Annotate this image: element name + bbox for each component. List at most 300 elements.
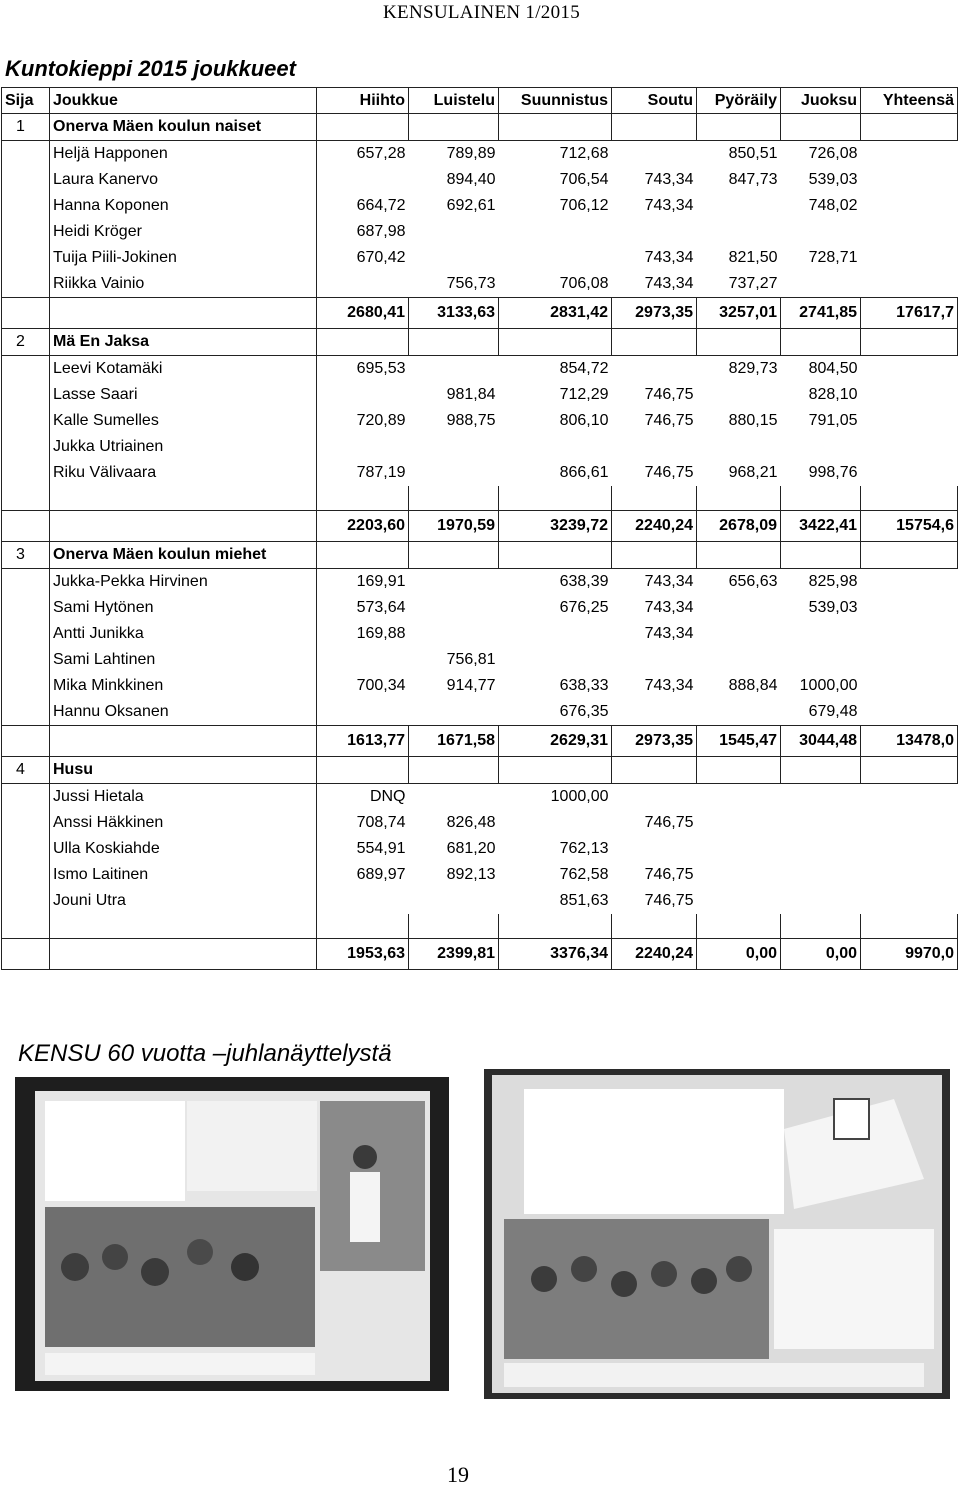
empty-cell — [317, 329, 409, 356]
member-score — [781, 647, 861, 673]
member-score — [612, 434, 697, 460]
member-score — [317, 382, 409, 408]
member-score: 746,75 — [644, 412, 694, 429]
member-name: Jukka Utriainen — [50, 434, 317, 460]
exhibition-photo-skiing — [15, 1077, 449, 1391]
total-label-spacer — [50, 298, 317, 329]
rank-spacer — [2, 699, 50, 726]
member-name: Antti Junikka — [50, 621, 317, 647]
member-row — [2, 245, 958, 271]
member-score — [317, 167, 409, 193]
empty-cell — [861, 408, 958, 434]
team-total-value: 1953,63 — [317, 939, 409, 970]
member-score: 539,03 — [808, 171, 858, 188]
member-score: 554,91 — [356, 840, 406, 857]
rank-spacer — [2, 434, 50, 460]
team-rank: 1 — [2, 114, 50, 141]
member-score: 828,10 — [808, 386, 858, 403]
empty-cell — [2, 486, 50, 511]
table-header-row — [2, 88, 958, 114]
team-total-value: 2680,41 — [317, 298, 409, 329]
team-row — [2, 329, 958, 356]
member-row — [2, 810, 958, 836]
member-score: 888,84 — [728, 677, 778, 694]
team-total-value: 3133,63 — [409, 298, 499, 329]
team-total-value: 2240,24 — [612, 939, 697, 970]
member-score — [409, 784, 499, 811]
member-score: 708,74 — [356, 814, 406, 831]
exhibition-title: KENSU 60 vuotta –juhlanäyttelystä — [18, 1040, 392, 1067]
member-row — [2, 167, 958, 193]
rank-spacer — [2, 141, 50, 168]
member-row — [2, 408, 958, 434]
member-score: 706,54 — [559, 171, 609, 188]
member-score — [781, 784, 861, 811]
member-row — [2, 595, 958, 621]
team-total-value: 2831,42 — [499, 298, 612, 329]
empty-cell — [861, 836, 958, 862]
member-score — [697, 647, 781, 673]
empty-cell — [612, 914, 697, 939]
team-total-value: 9970,0 — [861, 939, 958, 970]
member-score: 743,34 — [644, 599, 694, 616]
empty-cell — [409, 486, 499, 511]
empty-cell — [861, 434, 958, 460]
member-score: 746,75 — [644, 814, 694, 831]
member-score: 169,88 — [356, 625, 406, 642]
member-name: Sami Lahtinen — [50, 647, 317, 673]
col-header-luistelu: Luistelu — [409, 88, 499, 114]
team-total-value: 17617,7 — [861, 298, 958, 329]
team-name: Mä En Jaksa — [50, 329, 317, 356]
member-score: DNQ — [369, 788, 406, 805]
member-row — [2, 219, 958, 245]
member-score — [697, 862, 781, 888]
member-name: Heljä Happonen — [50, 141, 317, 168]
member-score: 712,68 — [559, 145, 609, 162]
rank-spacer — [2, 647, 50, 673]
empty-cell — [317, 914, 409, 939]
rank-spacer — [2, 219, 50, 245]
empty-cell — [409, 114, 499, 141]
empty-cell — [861, 193, 958, 219]
member-score: 743,34 — [644, 573, 694, 590]
member-score: 679,48 — [808, 703, 858, 720]
member-score: 847,73 — [728, 171, 778, 188]
member-score: 851,63 — [559, 892, 609, 909]
relay-poster-image — [484, 1069, 950, 1399]
member-name: Anssi Häkkinen — [50, 810, 317, 836]
member-score: 746,75 — [644, 386, 694, 403]
member-score: 743,34 — [644, 625, 694, 642]
team-total-value: 3257,01 — [697, 298, 781, 329]
member-score — [612, 356, 697, 383]
empty-cell — [861, 862, 958, 888]
rank-spacer — [2, 408, 50, 434]
member-row — [2, 888, 958, 914]
empty-cell — [861, 329, 958, 356]
team-total-value: 3044,48 — [781, 726, 861, 757]
member-score: 687,98 — [356, 223, 406, 240]
member-name: Riku Välivaara — [50, 460, 317, 486]
rank-spacer — [2, 167, 50, 193]
member-row — [2, 141, 958, 168]
team-total-value: 1613,77 — [317, 726, 409, 757]
member-row — [2, 569, 958, 596]
rank-spacer — [2, 673, 50, 699]
member-score — [499, 219, 612, 245]
empty-cell — [781, 542, 861, 569]
empty-cell — [697, 914, 781, 939]
member-score: 689,97 — [356, 866, 406, 883]
member-row — [2, 784, 958, 811]
team-total-value: 0,00 — [697, 939, 781, 970]
member-score: 756,81 — [446, 651, 496, 668]
member-score: 539,03 — [808, 599, 858, 616]
member-score — [499, 434, 612, 460]
member-score: 826,48 — [446, 814, 496, 831]
empty-cell — [781, 757, 861, 784]
team-total-value: 2973,35 — [612, 298, 697, 329]
member-score: 762,58 — [559, 866, 609, 883]
empty-cell — [781, 486, 861, 511]
empty-cell — [612, 329, 697, 356]
rank-spacer — [2, 939, 50, 970]
empty-cell — [499, 542, 612, 569]
member-score: 726,08 — [808, 145, 858, 162]
rank-spacer — [2, 836, 50, 862]
member-score — [697, 836, 781, 862]
member-score: 829,73 — [728, 360, 778, 377]
publication-header: KENSULAINEN 1/2015 — [383, 2, 580, 23]
empty-cell — [861, 699, 958, 726]
total-label-spacer — [50, 511, 317, 542]
team-total-value: 2240,24 — [612, 511, 697, 542]
member-name: Hannu Oksanen — [50, 699, 317, 726]
col-header-soutu: Soutu — [612, 88, 697, 114]
member-score — [317, 647, 409, 673]
member-score — [697, 595, 781, 621]
member-score — [781, 862, 861, 888]
col-header-pyoraily: Pyöräily — [697, 88, 781, 114]
member-score: 791,05 — [808, 412, 858, 429]
member-score — [499, 647, 612, 673]
rank-spacer — [2, 726, 50, 757]
member-score: 743,34 — [644, 197, 694, 214]
rank-spacer — [2, 810, 50, 836]
member-score: 706,08 — [559, 275, 609, 292]
team-total-value: 3376,34 — [499, 939, 612, 970]
member-row — [2, 699, 958, 726]
member-score — [697, 193, 781, 219]
empty-cell — [861, 757, 958, 784]
member-score — [781, 836, 861, 862]
team-total-value: 15754,6 — [861, 511, 958, 542]
empty-cell — [697, 542, 781, 569]
member-score — [781, 810, 861, 836]
member-score: 762,13 — [559, 840, 609, 857]
member-score — [697, 888, 781, 914]
member-score — [317, 699, 409, 726]
member-name: Kalle Sumelles — [50, 408, 317, 434]
member-name: Riikka Vainio — [50, 271, 317, 298]
member-score: 789,89 — [446, 145, 496, 162]
page-number: 19 — [447, 1462, 469, 1487]
team-row — [2, 757, 958, 784]
member-score: 676,35 — [559, 703, 609, 720]
member-name: Leevi Kotamäki — [50, 356, 317, 383]
member-row — [2, 356, 958, 383]
member-score: 981,84 — [446, 386, 496, 403]
member-name: Laura Kanervo — [50, 167, 317, 193]
member-score — [317, 271, 409, 298]
member-score — [409, 888, 499, 914]
team-rank: 2 — [2, 329, 50, 356]
member-score: 712,29 — [559, 386, 609, 403]
col-header-joukkue: Joukkue — [50, 88, 317, 114]
member-score: 748,02 — [808, 197, 858, 214]
empty-cell — [781, 914, 861, 939]
empty-cell — [861, 245, 958, 271]
team-total-value: 1970,59 — [409, 511, 499, 542]
member-score: 664,72 — [356, 197, 406, 214]
member-score: 743,34 — [644, 249, 694, 266]
member-score: 880,15 — [728, 412, 778, 429]
member-score — [317, 434, 409, 460]
team-total-value: 3422,41 — [781, 511, 861, 542]
member-score — [781, 434, 861, 460]
member-score — [697, 621, 781, 647]
member-score: 998,76 — [808, 464, 858, 481]
member-score: 756,73 — [446, 275, 496, 292]
rank-spacer — [2, 356, 50, 383]
member-score — [317, 888, 409, 914]
team-total-value: 13478,0 — [861, 726, 958, 757]
empty-cell — [781, 329, 861, 356]
empty-cell — [409, 329, 499, 356]
col-header-juoksu: Juoksu — [781, 88, 861, 114]
empty-cell — [697, 114, 781, 141]
member-row — [2, 460, 958, 486]
member-row — [2, 382, 958, 408]
empty-cell — [861, 141, 958, 168]
exhibition-photo-relay — [484, 1069, 950, 1399]
member-score: 743,34 — [644, 677, 694, 694]
skiing-poster-image — [15, 1077, 449, 1391]
team-rank: 4 — [2, 757, 50, 784]
member-name: Tuija Piili-Jokinen — [50, 245, 317, 271]
member-score: 988,75 — [446, 412, 496, 429]
team-row — [2, 114, 958, 141]
member-score: 850,51 — [728, 145, 778, 162]
member-score: 720,89 — [356, 412, 406, 429]
member-score: 700,34 — [356, 677, 406, 694]
member-score: 692,61 — [446, 197, 496, 214]
member-score — [781, 621, 861, 647]
total-label-spacer — [50, 726, 317, 757]
member-score — [612, 219, 697, 245]
empty-cell — [612, 757, 697, 784]
member-score — [409, 219, 499, 245]
member-score: 657,28 — [356, 145, 406, 162]
rank-spacer — [2, 569, 50, 596]
empty-cell — [697, 757, 781, 784]
member-score — [409, 245, 499, 271]
team-total-value: 2203,60 — [317, 511, 409, 542]
member-score — [499, 810, 612, 836]
empty-cell — [861, 595, 958, 621]
member-score: 681,20 — [446, 840, 496, 857]
member-score — [409, 356, 499, 383]
member-name: Jussi Hietala — [50, 784, 317, 811]
empty-cell — [697, 329, 781, 356]
member-score — [499, 621, 612, 647]
member-name: Ulla Koskiahde — [50, 836, 317, 862]
empty-cell — [861, 219, 958, 245]
empty-cell — [861, 114, 958, 141]
team-row — [2, 542, 958, 569]
member-score — [781, 888, 861, 914]
member-score: 854,72 — [559, 360, 609, 377]
member-score — [697, 382, 781, 408]
empty-cell — [499, 486, 612, 511]
team-total-value: 1545,47 — [697, 726, 781, 757]
member-score: 914,77 — [446, 677, 496, 694]
empty-cell — [861, 673, 958, 699]
member-score: 968,21 — [728, 464, 778, 481]
spacer-row — [2, 914, 958, 939]
empty-cell — [861, 460, 958, 486]
member-score — [409, 621, 499, 647]
empty-cell — [861, 486, 958, 511]
member-score: 746,75 — [644, 892, 694, 909]
member-score: 1000,00 — [799, 677, 858, 694]
member-row — [2, 836, 958, 862]
member-name: Ismo Laitinen — [50, 862, 317, 888]
member-score — [781, 219, 861, 245]
col-header-yhteensa: Yhteensä — [861, 88, 958, 114]
member-row — [2, 271, 958, 298]
member-score: 866,61 — [559, 464, 609, 481]
col-header-hiihto: Hiihto — [317, 88, 409, 114]
member-score: 804,50 — [808, 360, 858, 377]
member-score: 737,27 — [728, 275, 778, 292]
empty-cell — [861, 647, 958, 673]
team-total-value: 2973,35 — [612, 726, 697, 757]
member-score: 743,34 — [644, 171, 694, 188]
rank-spacer — [2, 193, 50, 219]
team-total-row — [2, 726, 958, 757]
col-header-suunnistus: Suunnistus — [499, 88, 612, 114]
member-score: 746,75 — [644, 866, 694, 883]
member-name: Sami Hytönen — [50, 595, 317, 621]
rank-spacer — [2, 862, 50, 888]
empty-cell — [781, 114, 861, 141]
member-row — [2, 434, 958, 460]
spacer-row — [2, 486, 958, 511]
member-score: 1000,00 — [550, 788, 609, 805]
empty-cell — [861, 810, 958, 836]
member-score — [409, 595, 499, 621]
team-rank: 3 — [2, 542, 50, 569]
member-score: 894,40 — [446, 171, 496, 188]
empty-cell — [861, 167, 958, 193]
team-total-value: 2399,81 — [409, 939, 499, 970]
member-score: 656,63 — [728, 573, 778, 590]
member-name: Heidi Kröger — [50, 219, 317, 245]
member-score: 825,98 — [808, 573, 858, 590]
empty-cell — [499, 757, 612, 784]
rank-spacer — [2, 245, 50, 271]
empty-cell — [861, 542, 958, 569]
empty-cell — [861, 569, 958, 596]
document-title: Kuntokieppi 2015 joukkueet — [5, 56, 296, 81]
results-table — [1, 87, 958, 970]
empty-cell — [2, 914, 50, 939]
rank-spacer — [2, 784, 50, 811]
member-row — [2, 673, 958, 699]
team-name: Onerva Mäen koulun miehet — [50, 542, 317, 569]
member-name: Mika Minkkinen — [50, 673, 317, 699]
rank-spacer — [2, 511, 50, 542]
empty-cell — [861, 356, 958, 383]
empty-cell — [409, 914, 499, 939]
member-score: 892,13 — [446, 866, 496, 883]
empty-cell — [317, 757, 409, 784]
member-row — [2, 193, 958, 219]
member-score — [612, 836, 697, 862]
member-score — [697, 810, 781, 836]
member-score: 670,42 — [356, 249, 406, 266]
team-total-row — [2, 511, 958, 542]
member-score: 638,33 — [559, 677, 609, 694]
member-score — [612, 784, 697, 811]
member-name: Jouni Utra — [50, 888, 317, 914]
empty-cell — [861, 888, 958, 914]
empty-cell — [861, 621, 958, 647]
empty-cell — [499, 329, 612, 356]
member-score: 821,50 — [728, 249, 778, 266]
member-score — [781, 271, 861, 298]
empty-cell — [409, 542, 499, 569]
member-score — [409, 460, 499, 486]
member-score: 806,10 — [559, 412, 609, 429]
empty-cell — [50, 486, 317, 511]
team-total-value: 2741,85 — [781, 298, 861, 329]
empty-cell — [317, 114, 409, 141]
team-total-value: 0,00 — [781, 939, 861, 970]
member-score: 573,64 — [356, 599, 406, 616]
member-row — [2, 647, 958, 673]
member-score: 728,71 — [808, 249, 858, 266]
member-name: Jukka-Pekka Hirvinen — [50, 569, 317, 596]
empty-cell — [317, 542, 409, 569]
col-header-sija: Sija — [2, 88, 50, 114]
member-score — [697, 784, 781, 811]
member-score: 787,19 — [356, 464, 406, 481]
team-name: Husu — [50, 757, 317, 784]
team-total-value: 1671,58 — [409, 726, 499, 757]
member-score — [697, 434, 781, 460]
member-score: 638,39 — [559, 573, 609, 590]
team-name: Onerva Mäen koulun naiset — [50, 114, 317, 141]
rank-spacer — [2, 888, 50, 914]
team-total-row — [2, 939, 958, 970]
member-score — [612, 141, 697, 168]
member-row — [2, 621, 958, 647]
empty-cell — [50, 914, 317, 939]
member-score: 706,12 — [559, 197, 609, 214]
